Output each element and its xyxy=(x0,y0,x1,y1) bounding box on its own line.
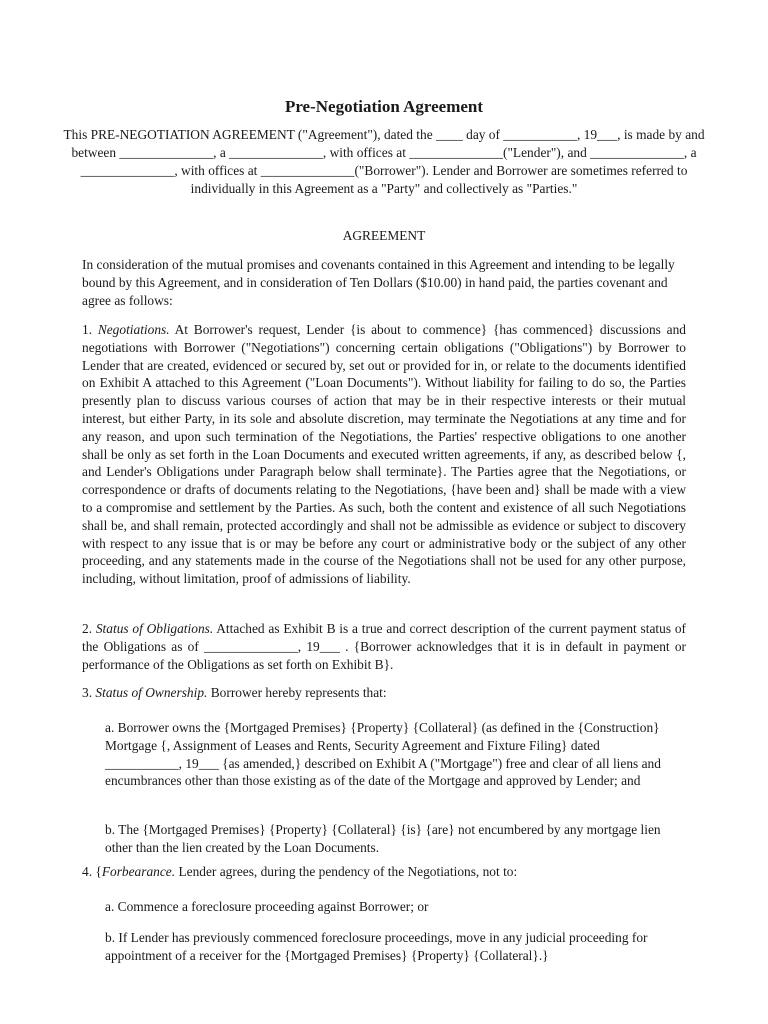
section-status-of-obligations xyxy=(82,620,686,673)
section-number: 2. xyxy=(82,621,93,636)
section-heading: Status of Ownership. xyxy=(95,685,208,700)
section-number: 3. xyxy=(82,685,93,700)
section-negotiations xyxy=(82,321,686,588)
section-heading: Forbearance. xyxy=(101,864,176,879)
section-forbearance xyxy=(82,863,686,881)
intro-paragraph: This PRE-NEGOTIATION AGREEMENT ("Agreement"), dated the ____ day of ___________, 19___, is made by and between ______________, a ______________, with offices at ______________("Lender"), and ______________, a ______________, with offices at ______________("Borrower"). Lender and Borrower are sometimes referred to individually in this Agreement as a "Party" and collectively as "Parties." xyxy=(63,127,705,196)
document-title: Pre-Negotiation Agreement xyxy=(284,97,484,116)
section-number: 4. { xyxy=(82,864,102,879)
section-body: At Borrower's request, Lender {is about to commence} {has commenced} discussions and negotiations with Borrower ("Negotiations") concerning certain obligations ("Obligations") by Borrower to Lender that are created, evidenced or secured by, set out or provided for in, or relate to the documents identified on Exhibit A attached to this Agreement ("Loan Documents"). Without liability for failing to do so, the Parties presently plan to discuss various courses of action that may be in their respective interests or their mutual interest, but either Party, in its sole and absolute discretion, may terminate the Negotiations at any time and for any reason, and upon such termination of the Negotiations, the Parties' respective obligations to one another shall be only as set forth in the Loan Documents and executed written agreements, if any, as described below {, and Lender's Obligations under Paragraph below shall terminate}. The Parties agree that the Negotiations, or correspondence or drafts of documents relating to the Negotiations, {have been and} shall be made with a view to a compromise and settlement by the Parties. As such, both the content and existence of all such Negotiations shall be, and shall remain, protected accordingly and shall not be admissible as evidence or subject to discovery with respect to any issue that is or may be before any court or administrative body or the subject of any other proceeding, and any statements made in the course of the Negotiations shall not be used for any other purpose, including, without limitation, proof of admissions of liability. xyxy=(82,322,686,587)
section-status-of-ownership xyxy=(82,684,686,702)
ownership-item-b: b. The {Mortgaged Premises} {Property} {Collateral} {is} {are} not encumbered by any mortgage lien other than the lien created by the Loan Documents. xyxy=(105,822,661,855)
section-body: Attached as Exhibit B is a true and correct description of the current payment status of the Obligations as of ______________, 19___ . {Borrower acknowledges that it is in default in payment or performance of the Obligations as set forth on Exhibit B}. xyxy=(82,621,686,672)
section-number: 1. xyxy=(82,322,93,337)
section-heading: Status of Obligations. xyxy=(95,621,214,636)
agreement-heading: AGREEMENT xyxy=(342,228,426,243)
forbearance-item-a: a. Commence a foreclosure proceeding against Borrower; or xyxy=(105,899,429,914)
preamble-paragraph: In consideration of the mutual promises and covenants contained in this Agreement and intending to be legally bound by this Agreement, and in consideration of Ten Dollars ($10.00) in hand paid, the parties covenant and agree as follows: xyxy=(82,257,675,308)
section-body: Lender agrees, during the pendency of the Negotiations, not to: xyxy=(178,864,518,879)
section-heading: Negotiations. xyxy=(97,322,170,337)
forbearance-item-b: b. If Lender has previously commenced foreclosure proceedings, move in any judicial proceeding for appointment of a receiver for the {Mortgaged Premises} {Property} {Collateral}.} xyxy=(105,930,648,963)
section-body: Borrower hereby represents that: xyxy=(210,685,387,700)
ownership-item-a: a. Borrower owns the {Mortgaged Premises} {Property} {Collateral} (as defined in the {Construction} Mortgage {, Assignment of Leases and Rents, Security Agreement and Fixture Filing} dated ___________, 19___ {as amended,} described on Exhibit A ("Mortgage") free and clear of all liens and encumbrances other than those existing as of the date of the Mortgage and approved by Lender; and xyxy=(105,720,661,789)
